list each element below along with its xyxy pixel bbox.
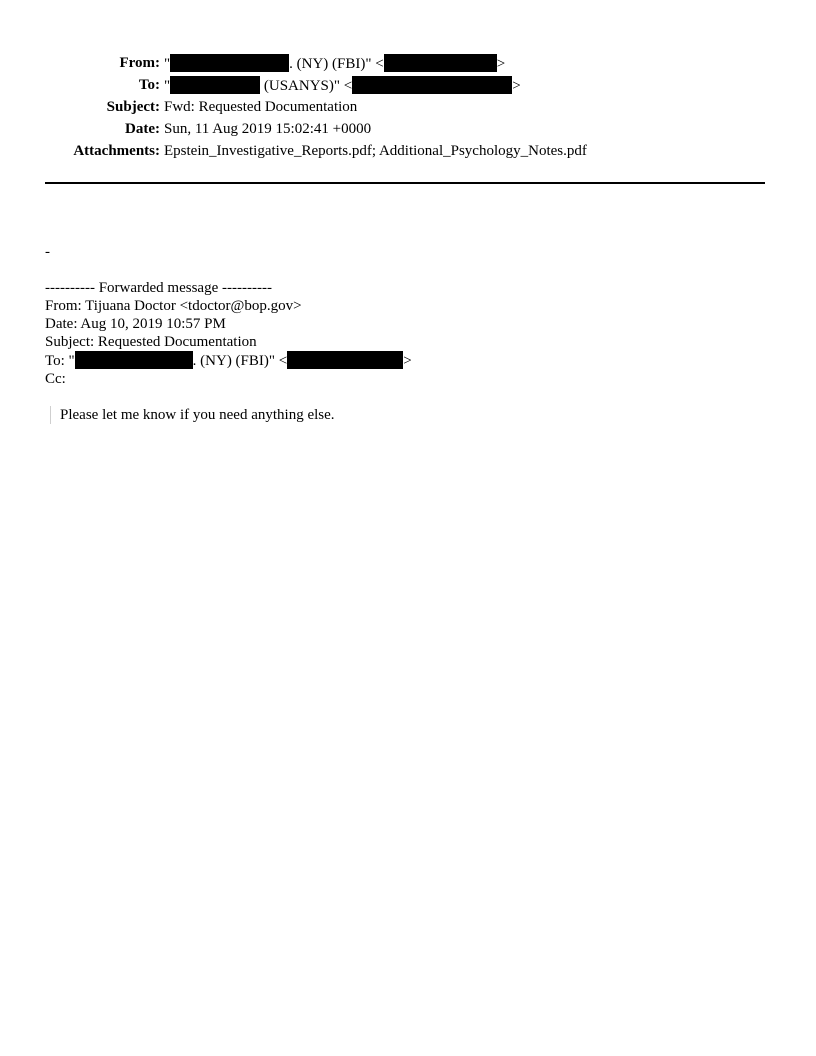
spacer	[45, 388, 765, 406]
subject-value: Fwd: Requested Documentation	[164, 99, 358, 115]
redaction-block	[170, 54, 289, 72]
to-value	[164, 76, 521, 95]
forwarded-to-prefix: To: "	[45, 353, 75, 369]
redaction-block	[170, 76, 260, 94]
to-row	[0, 76, 816, 98]
from-value	[164, 54, 505, 73]
redaction-block	[384, 54, 497, 72]
dash-line: -	[45, 244, 50, 260]
header-divider	[45, 182, 765, 184]
forwarded-cc: Cc:	[45, 371, 66, 387]
attachments-value: Epstein_Investigative_Reports.pdf; Additional_Psychology_Notes.pdf	[164, 143, 587, 159]
email-header	[0, 54, 816, 164]
forwarded-subject: Subject: Requested Documentation	[45, 334, 257, 350]
to-label: To:	[138, 77, 160, 93]
from-prefix: "	[164, 56, 171, 72]
forwarded-marker: ---------- Forwarded message ----------	[45, 280, 272, 296]
attachments-row	[0, 142, 816, 164]
from-row	[0, 54, 816, 76]
to-middle: (USANYS)" <	[260, 78, 353, 94]
from-middle: . (NY) (FBI)" <	[289, 56, 384, 72]
subject-row	[0, 98, 816, 120]
to-suffix: >	[512, 78, 521, 94]
email-body	[45, 243, 765, 424]
attachments-label: Attachments:	[73, 143, 160, 159]
from-suffix: >	[496, 56, 506, 72]
from-label: From:	[119, 55, 160, 71]
date-value: Sun, 11 Aug 2019 15:02:41 +0000	[164, 121, 372, 137]
forwarded-date: Date: Aug 10, 2019 10:57 PM	[45, 316, 226, 332]
redaction-block	[352, 76, 512, 94]
forwarded-to	[45, 351, 765, 370]
date-row	[0, 120, 816, 142]
message-text: Please let me know if you need anything else.	[60, 407, 335, 423]
redaction-block	[75, 351, 193, 369]
forwarded-to-suffix: >	[403, 353, 412, 369]
to-prefix: "	[164, 78, 171, 94]
forwarded-from: From: Tijuana Doctor <tdoctor@bop.gov>	[45, 298, 302, 314]
subject-label: Subject:	[106, 99, 160, 115]
date-label: Date:	[125, 121, 160, 137]
quoted-message	[50, 406, 765, 424]
redaction-block	[287, 351, 403, 369]
forwarded-to-middle: . (NY) (FBI)" <	[192, 353, 288, 369]
